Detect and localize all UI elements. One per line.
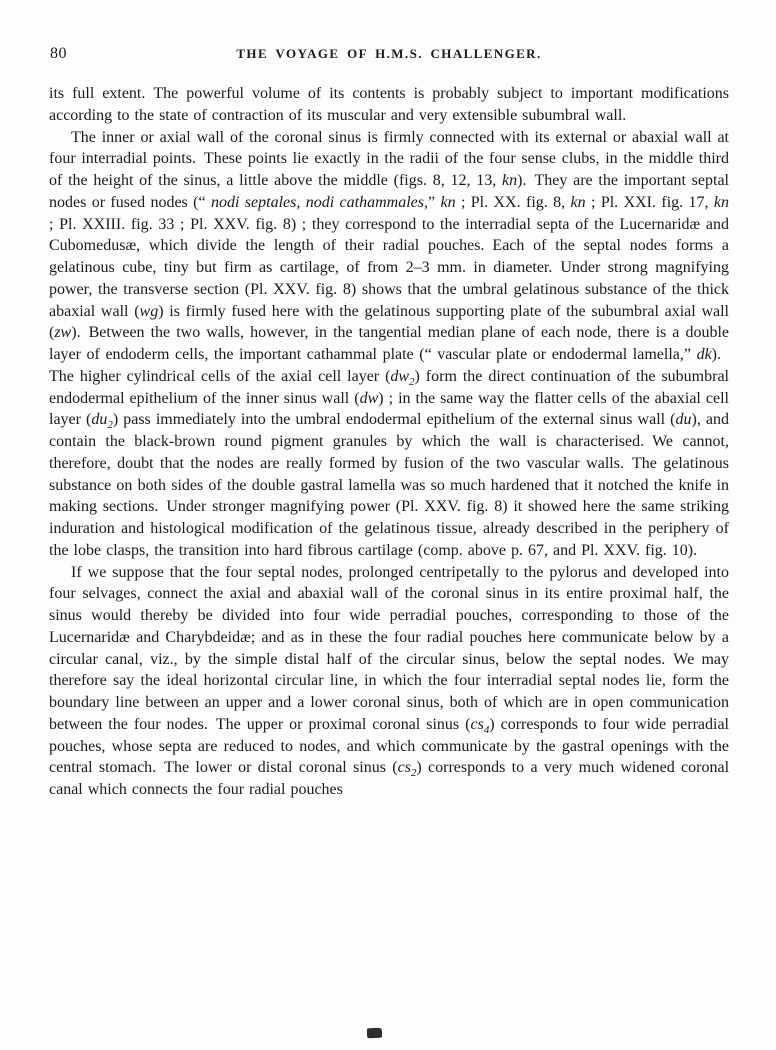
text-run: ) ; in the same way the flatter cells of the abaxial cell layer ( <box>49 389 729 429</box>
text-run: ) form the direct continuation of the subumbral endodermal epithelium of the inner sinus wall ( <box>49 367 729 407</box>
text-run: kn <box>502 172 518 189</box>
text-run: ). They are the important septal nodes or fused nodes (“ <box>49 172 730 211</box>
text-run: ), and contain the black-brown round pigment granules by which the wall is characterised. We cannot, therefore, doubt that the nodes are really formed by fusion of the two vascular walls. The gelatinous substance on both sides of the double gastral lamella was so much hardened that it notched the knife in making sections. Under stronger magnifying power (Pl. XXV. fig. 8) it showed here the same striking induration and histological modification of the gelatinous tissue, already described in the periphery of the lobe clasps, the transition into hard fibrous cartilage (comp. above p. 67, and Pl. XXV. fig. 10). <box>49 411 730 559</box>
text-run: ) corresponds to four wide perradial pouches, whose septa are reduced to nodes, and which communicate by the gastral openings with the central stomach. The lower or distal coronal sinus ( <box>49 715 729 777</box>
text-run: ) is firmly fused here with the gelatinous supporting plate of the subumbral axial wall ( <box>49 302 729 342</box>
text-run: ” <box>427 193 441 211</box>
text-run: dw <box>390 367 410 385</box>
text-run: 2 <box>107 419 113 432</box>
scan-artifact-mark <box>367 1028 382 1039</box>
text-run: kn <box>713 193 730 211</box>
text-run: kn <box>440 193 456 211</box>
text-run: kn <box>570 193 586 211</box>
text-run: ) pass immediately into the umbral endodermal epithelium of the external sinus wall ( <box>112 411 676 429</box>
page-number: 80 <box>50 45 67 62</box>
text-run: ) corresponds to a very much widened coronal canal which connects the four radial pouches <box>49 759 730 798</box>
text-run: wg <box>139 302 159 320</box>
text-run: If we suppose that the four septal nodes, prolonged centripetally to the pylorus and developed into four selvages, connect the axial and abaxial wall of the coronal sinus in its entire proximal half, the sinus would thereby be divided into four wide perradial pouches, corresponding to those of the Lucernaridæ and Charybdeidæ; and as in these the four radial pouches here communicate below by a circular canal, viz., by the simple distal half of the circular sinus, below the septal nodes. We may therefore say the ideal horizontal circular line, in which the four interradial septal nodes lie, form the boundary line between an upper and a lower coronal sinus, both of which are in open communication between the four nodes. The upper or proximal coronal sinus ( <box>49 563 729 733</box>
text-run: its full extent. The powerful volume of its contents is probably subject to important modifications according to the state of contraction of its muscular and very extensible subumbral wall. <box>49 85 729 124</box>
text-run: ; Pl. XX. fig. 8, <box>455 193 571 211</box>
paragraph <box>49 127 729 562</box>
paragraph <box>49 83 729 127</box>
page-body <box>49 83 729 801</box>
text-run: cs <box>397 759 411 777</box>
text-run: The inner or axial wall of the coronal sinus is firmly connected with its external or abaxial wall at four interradial points. These points lie exactly in the radii of the four sense clubs, in the middle third of the height of the sinus, a little above the middle (figs. 8, 12, 13, <box>49 128 729 189</box>
text-run: dk <box>696 346 712 363</box>
text-run: zw <box>54 324 72 342</box>
text-run: 2 <box>409 375 415 388</box>
text-run: ; Pl. XXIII. fig. 33 ; Pl. XXV. fig. 8) ; they correspond to the interradial septa of the Lucernaridæ and Cubomedusæ, which divide the length of their radial pouches. Each of the septal nodes forms a gelatinous cube, tiny but firm as cartilage, of from 2–3 mm. in diameter. Under strong magnifying power, the transverse section (Pl. XXV. fig. 8) shows that the umbral gelatinous substance of the thick abaxial wall ( <box>49 215 729 320</box>
paragraph <box>49 562 729 801</box>
text-run: du <box>91 411 108 429</box>
text-run: 4 <box>483 723 490 736</box>
text-run: nodi septales, nodi cathammales, <box>210 193 428 211</box>
text-run: 2 <box>410 767 417 780</box>
text-run: cs <box>470 715 484 733</box>
text-run: ; Pl. XXI. fig. 17, <box>585 193 714 211</box>
text-run: ). The higher cylindrical cells of the axial cell layer ( <box>49 346 729 385</box>
page-header <box>49 44 729 66</box>
running-title: THE VOYAGE OF H.M.S. CHALLENGER. <box>236 46 542 61</box>
text-run: ). Between the two walls, however, in the tangential median plane of each node, there is a double layer of endoderm cells, the important cathammal plate (“ vascular plate or endodermal lamella,” <box>49 324 729 363</box>
text-run: dw <box>359 389 379 407</box>
text-run: du <box>675 411 692 429</box>
